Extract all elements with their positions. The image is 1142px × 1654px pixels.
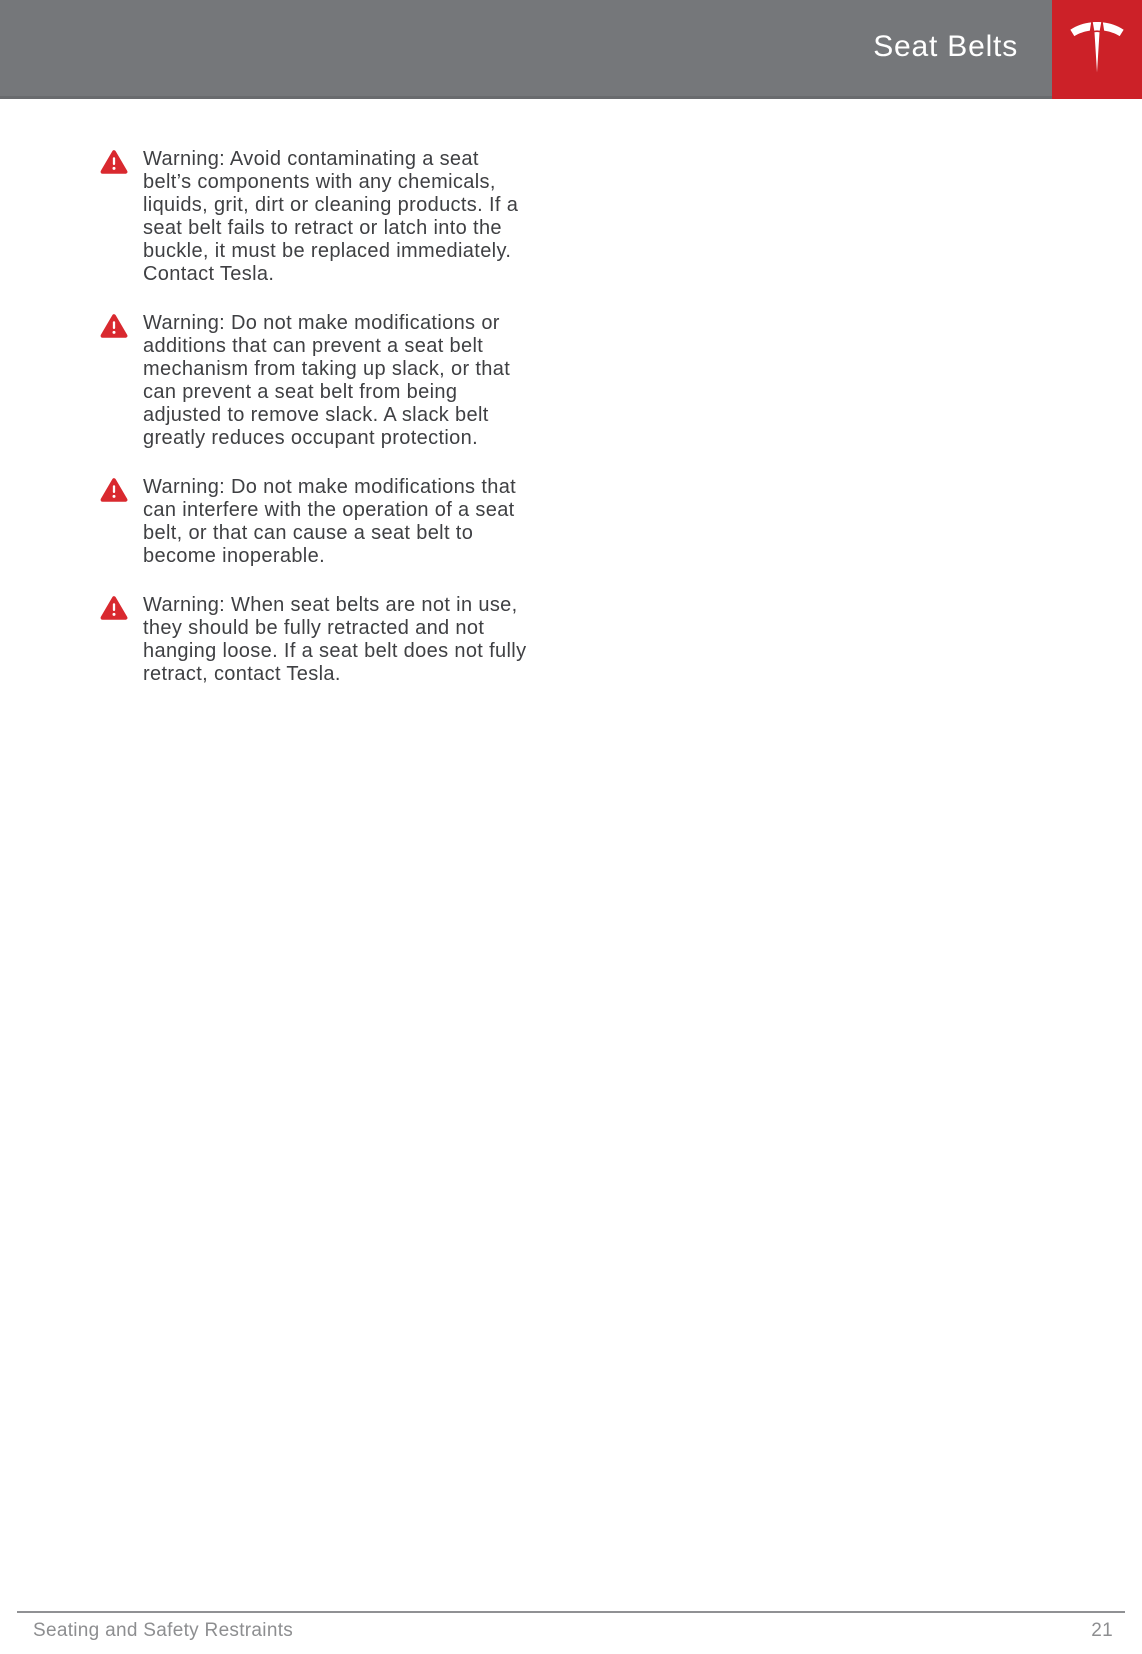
warning-line: Warning: Do not make modifications or (143, 312, 500, 334)
warning-line: Warning: Avoid contaminating a seat (143, 148, 479, 170)
footer-page-number: 21 (1091, 1620, 1113, 1641)
warning-item (100, 594, 570, 686)
warning-line: Contact Tesla. (143, 263, 275, 285)
footer-section-title: Seating and Safety Restraints (33, 1620, 294, 1641)
warning-line: can interfere with the operation of a seat (143, 499, 515, 521)
warning-text (143, 594, 526, 686)
warning-line: additions that can prevent a seat belt (143, 335, 484, 357)
warning-line: liquids, grit, dirt or cleaning products. If a (143, 194, 519, 216)
tesla-t-icon (1069, 25, 1125, 75)
warning-line: hanging loose. If a seat belt does not fully (143, 640, 527, 662)
warning-text (143, 312, 510, 450)
warning-line: belt, or that can cause a seat belt to (143, 522, 474, 544)
warning-line: seat belt fails to retract or latch into the (143, 217, 502, 239)
page-header (0, 0, 1142, 99)
warning-line: retract, contact Tesla. (143, 663, 341, 685)
warning-line: become inoperable. (143, 545, 325, 567)
warning-triangle-icon (100, 313, 128, 339)
warning-line: adjusted to remove slack. A slack belt (143, 404, 489, 426)
warning-item (100, 148, 570, 286)
warning-line: mechanism from taking up slack, or that (143, 358, 511, 380)
warning-text (143, 148, 518, 286)
warning-item (100, 312, 570, 450)
warning-text (143, 476, 516, 568)
warning-line: buckle, it must be replaced immediately. (143, 240, 512, 262)
warning-line: belt’s components with any chemicals, (143, 171, 496, 193)
warning-line: greatly reduces occupant protection. (143, 427, 479, 449)
page-title: Seat Belts (873, 30, 1018, 63)
page-footer (17, 1611, 1125, 1642)
warning-triangle-icon (100, 477, 128, 503)
warning-triangle-icon (100, 149, 128, 175)
content-column (0, 99, 1142, 686)
warning-line: they should be fully retracted and not (143, 617, 485, 639)
warning-line: can prevent a seat belt from being (143, 381, 458, 403)
warning-triangle-icon (100, 595, 128, 621)
warning-line: Warning: Do not make modifications that (143, 476, 517, 498)
warning-item (100, 476, 570, 568)
tesla-logo (1052, 0, 1142, 99)
warning-line: Warning: When seat belts are not in use, (143, 594, 518, 616)
